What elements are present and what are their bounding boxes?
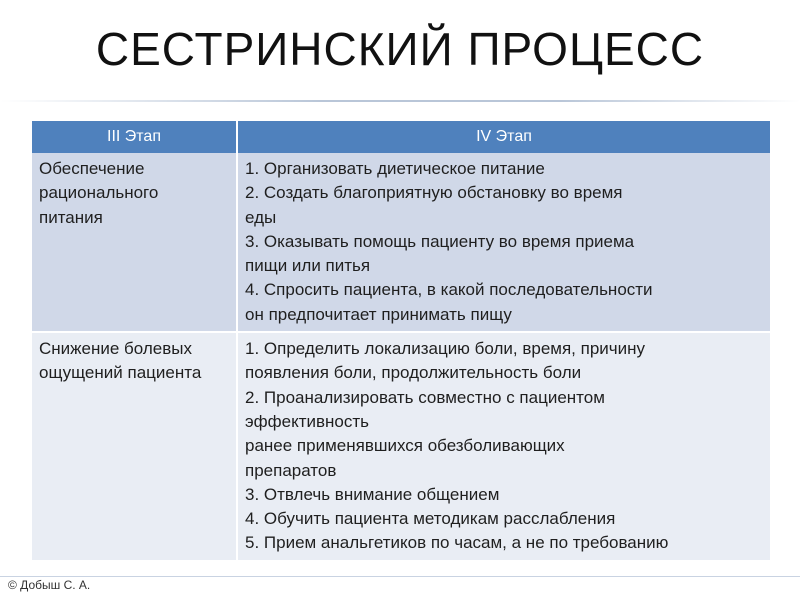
header-stage-4: IV Этап (237, 121, 770, 153)
problem-cell (32, 153, 237, 332)
action-line: препаратов (245, 460, 337, 480)
problem-line: питания (39, 207, 103, 227)
action-line: еды (245, 207, 277, 227)
slide-title: СЕСТРИНСКИЙ ПРОЦЕСС (95, 23, 705, 75)
problem-line: ощущений пациента (39, 363, 202, 383)
action-line: ранее применявшихся обезболивающих (245, 436, 565, 456)
action-line: 4. Спросить пациента, в какой последовательности (245, 280, 653, 300)
action-line: 3. Оказывать помощь пациенту во время приема (245, 231, 635, 251)
table-row (32, 153, 770, 332)
actions-cell (237, 153, 770, 332)
action-line: 2. Проанализировать совместно с пациентом (245, 387, 605, 407)
problem-line: Снижение болевых (39, 339, 192, 359)
problem-line: Обеспечение (39, 159, 145, 178)
table-row (32, 332, 770, 560)
action-line: эффективность (245, 411, 370, 431)
action-line: 3. Отвлечь внимание общением (245, 484, 500, 504)
copyright-text: © Добыш С. А. (8, 578, 91, 592)
action-line: 2. Создать благоприятную обстановку во время (245, 183, 623, 203)
table-header-row (32, 121, 770, 153)
action-line: 1. Определить локализацию боли, время, причину (245, 339, 646, 359)
title-divider (0, 100, 800, 102)
problem-cell (32, 332, 237, 560)
action-line: 1. Организовать диетическое питание (245, 159, 545, 178)
action-line: 4. Обучить пациента методикам расслабления (245, 509, 616, 529)
problem-line: рационального (39, 183, 159, 203)
footer-divider (0, 576, 800, 577)
action-line: 5. Прием анальгетиков по часам, а не по требованию (245, 533, 669, 553)
action-line: пищи или питья (245, 256, 371, 276)
nursing-process-table (32, 121, 770, 560)
header-stage-3: III Этап (32, 121, 237, 153)
action-line: появления боли, продолжительность боли (245, 363, 582, 383)
action-line: он предпочитает принимать пищу (245, 304, 512, 324)
actions-cell (237, 332, 770, 560)
